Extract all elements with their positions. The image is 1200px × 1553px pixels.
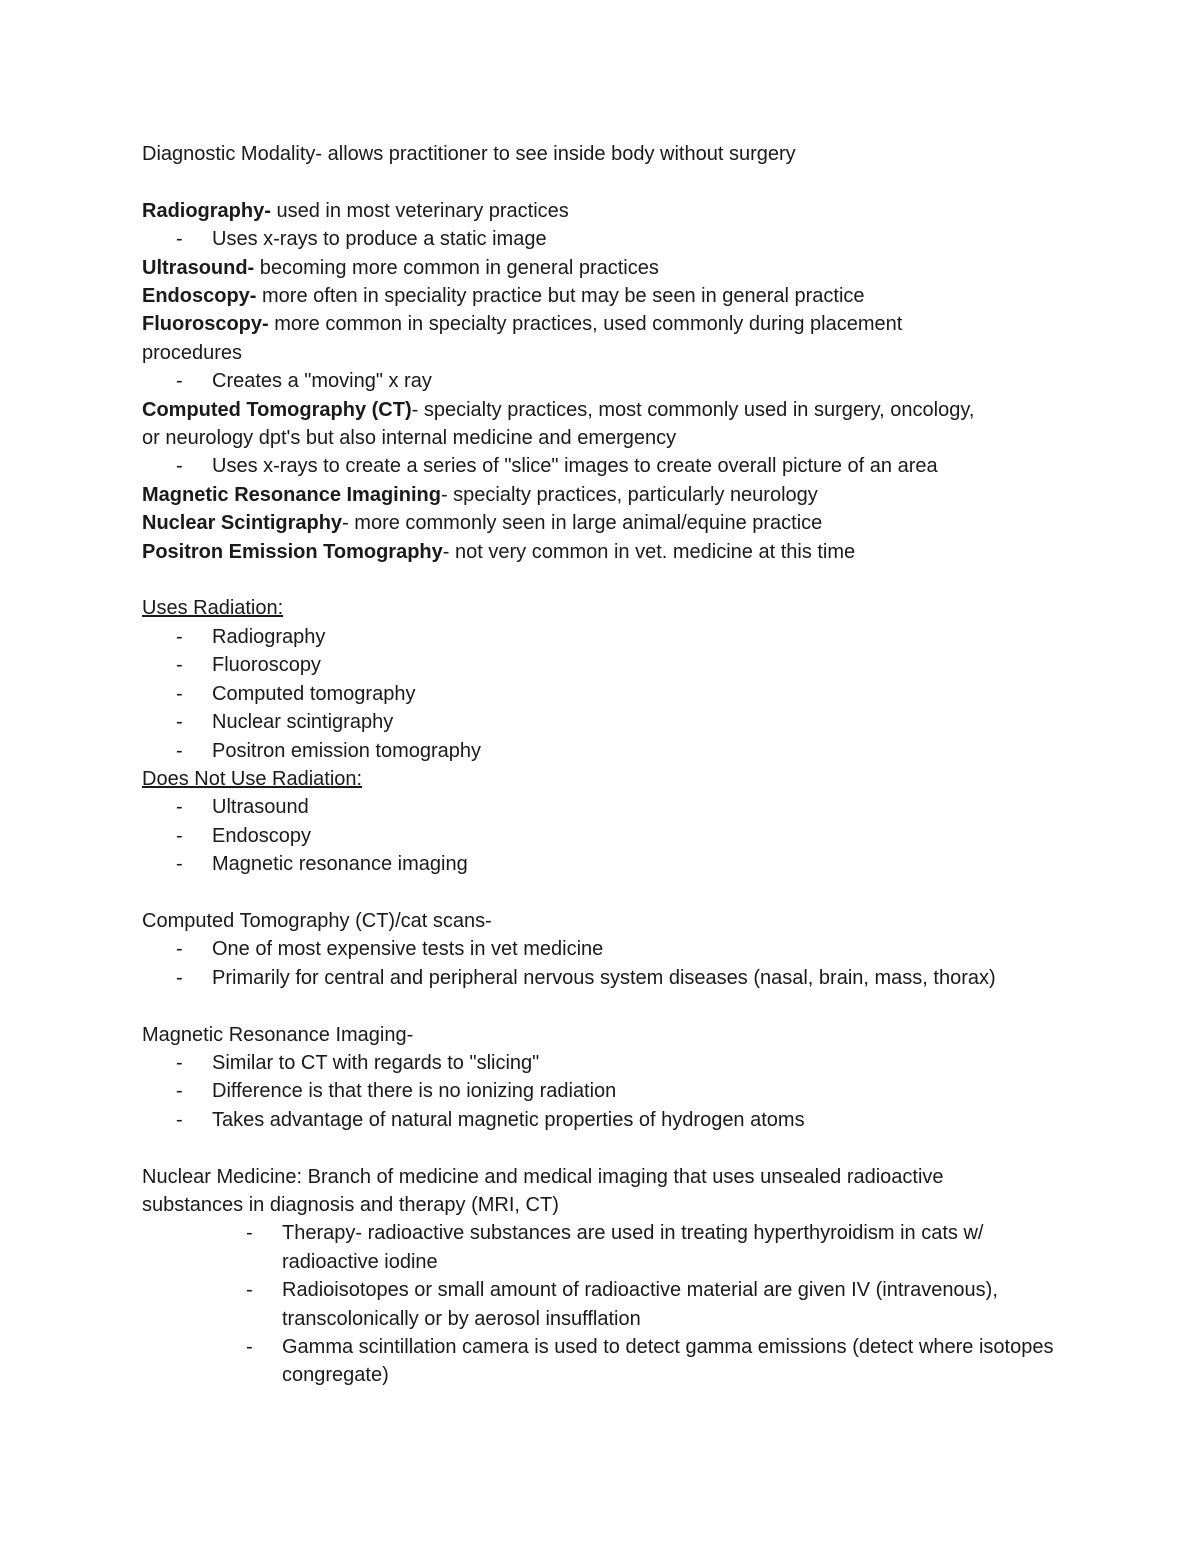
list-item-text: Radioisotopes or small amount of radioactive material are given IV (intravenous), transcolonically or by aerosol insufflation	[282, 1279, 998, 1330]
list-item	[142, 680, 1072, 708]
list-item-text: Magnetic resonance imaging	[212, 853, 468, 876]
spacer	[142, 879, 1072, 907]
mri-term: Magnetic Resonance Imagining	[142, 483, 441, 506]
fluoroscopy-bullet: Creates a "moving" x ray	[212, 370, 432, 393]
pet-line	[142, 538, 1072, 566]
radiography-term: Radiography-	[142, 199, 271, 222]
list-item	[142, 367, 1072, 395]
list-item	[142, 708, 1072, 736]
bullet-dash: -	[176, 370, 183, 393]
list-item-text: Fluoroscopy	[212, 654, 321, 677]
uses-radiation-heading: Uses Radiation:	[142, 597, 284, 620]
bullet-dash: -	[176, 1108, 183, 1131]
bullet-dash: -	[176, 853, 183, 876]
endoscopy-desc: more often in speciality practice but may be seen in general practice	[256, 285, 865, 308]
list-item-text: Positron emission tomography	[212, 739, 482, 762]
list-item	[142, 964, 1072, 992]
list-item-text: Similar to CT with regards to "slicing"	[212, 1051, 540, 1074]
bullet-dash: -	[176, 654, 183, 677]
spacer	[142, 1134, 1072, 1162]
fluoroscopy-desc: more common in specialty practices, used commonly during placement	[268, 313, 903, 336]
radiography-desc: used in most veterinary practices	[270, 199, 569, 222]
list-item-text: Takes advantage of natural magnetic properties of hydrogen atoms	[212, 1108, 805, 1131]
ct-bullet: Uses x-rays to create a series of "slice" images to create overall picture of an area	[212, 455, 938, 478]
bullet-dash: -	[176, 1051, 183, 1074]
list-item-text: Endoscopy	[212, 824, 311, 847]
bullet-dash: -	[176, 682, 183, 705]
endoscopy-term: Endoscopy-	[142, 285, 257, 308]
list-item	[142, 850, 1072, 878]
nuclear-term: Nuclear Scintigraphy	[142, 512, 343, 535]
list-item	[142, 452, 1072, 480]
no-radiation-heading: Does Not Use Radiation:	[142, 767, 363, 790]
list-item	[142, 935, 1072, 963]
bullet-dash: -	[176, 1080, 183, 1103]
bullet-dash: -	[176, 228, 183, 251]
pet-desc: - not very common in vet. medicine at this time	[442, 540, 856, 563]
bullet-dash: -	[176, 938, 183, 961]
fluoroscopy-line	[142, 310, 1072, 338]
spacer	[142, 992, 1072, 1020]
intro-line: Diagnostic Modality- allows practitioner to see inside body without surgery	[142, 143, 796, 165]
bullet-dash: -	[246, 1222, 253, 1245]
ultrasound-term: Ultrasound-	[142, 256, 255, 279]
fluoroscopy-term: Fluoroscopy-	[142, 313, 269, 336]
radiography-bullet: Uses x-rays to produce a static image	[212, 228, 547, 251]
list-item-text: One of most expensive tests in vet medicine	[212, 938, 604, 961]
list-item-text: Radiography	[212, 625, 326, 648]
spacer	[142, 566, 1072, 594]
bullet-dash: -	[246, 1279, 253, 1302]
list-item	[142, 1077, 1072, 1105]
list-item	[142, 822, 1072, 850]
radiography-line	[142, 197, 1072, 225]
bullet-dash: -	[176, 739, 183, 762]
bullet-dash: -	[176, 824, 183, 847]
ct-section-heading: Computed Tomography (CT)/cat scans-	[142, 909, 492, 932]
nuclear-line	[142, 509, 1072, 537]
nuclear-desc: - more commonly seen in large animal/equine practice	[342, 512, 823, 535]
bullet-dash: -	[176, 711, 183, 734]
list-item-text: Ultrasound	[212, 796, 309, 819]
list-item	[142, 651, 1072, 679]
mri-section-heading: Magnetic Resonance Imaging-	[142, 1023, 414, 1046]
ct-desc: - specialty practices, most commonly used in surgery, oncology,	[411, 398, 975, 421]
pet-term: Positron Emission Tomography	[142, 540, 443, 563]
bullet-dash: -	[176, 796, 183, 819]
list-item	[142, 1106, 1072, 1134]
list-item	[142, 225, 1072, 253]
document-page	[142, 140, 1072, 1390]
list-item	[142, 1049, 1072, 1077]
list-item-text: Primarily for central and peripheral nervous system diseases (nasal, brain, mass, thorax)	[212, 966, 996, 989]
list-item-text: Therapy- radioactive substances are used in treating hyperthyroidism in cats w/ radioactive iodine	[282, 1222, 984, 1273]
nuclear-section-heading: Nuclear Medicine: Branch of medicine and medical imaging that uses unsealed radioactive	[142, 1165, 944, 1188]
list-item-text: Nuclear scintigraphy	[212, 711, 394, 734]
nuclear-section-heading-cont: substances in diagnosis and therapy (MRI, CT)	[142, 1193, 559, 1216]
ct-term: Computed Tomography (CT)	[142, 398, 412, 421]
fluoroscopy-desc-cont: procedures	[142, 341, 243, 364]
spacer	[142, 168, 1072, 196]
list-item-text: Computed tomography	[212, 682, 416, 705]
bullet-dash: -	[246, 1335, 253, 1358]
list-item	[142, 1276, 1062, 1333]
ultrasound-line	[142, 254, 1072, 282]
list-item-text: Difference is that there is no ionizing radiation	[212, 1080, 617, 1103]
list-item	[142, 737, 1072, 765]
list-item	[142, 623, 1072, 651]
list-item	[142, 1333, 1062, 1390]
bullet-dash: -	[176, 966, 183, 989]
list-item-text: Gamma scintillation camera is used to detect gamma emissions (detect where isotopes congregate)	[282, 1335, 1054, 1387]
endoscopy-line	[142, 282, 1072, 310]
ct-desc-cont: or neurology dpt's but also internal medicine and emergency	[142, 427, 677, 450]
mri-desc: - specialty practices, particularly neurology	[440, 483, 818, 506]
bullet-dash: -	[176, 455, 183, 478]
list-item	[142, 793, 1072, 821]
bullet-dash: -	[176, 625, 183, 648]
mri-line	[142, 481, 1072, 509]
ultrasound-desc: becoming more common in general practices	[254, 256, 659, 279]
list-item	[142, 1219, 1062, 1276]
ct-line	[142, 396, 1072, 424]
